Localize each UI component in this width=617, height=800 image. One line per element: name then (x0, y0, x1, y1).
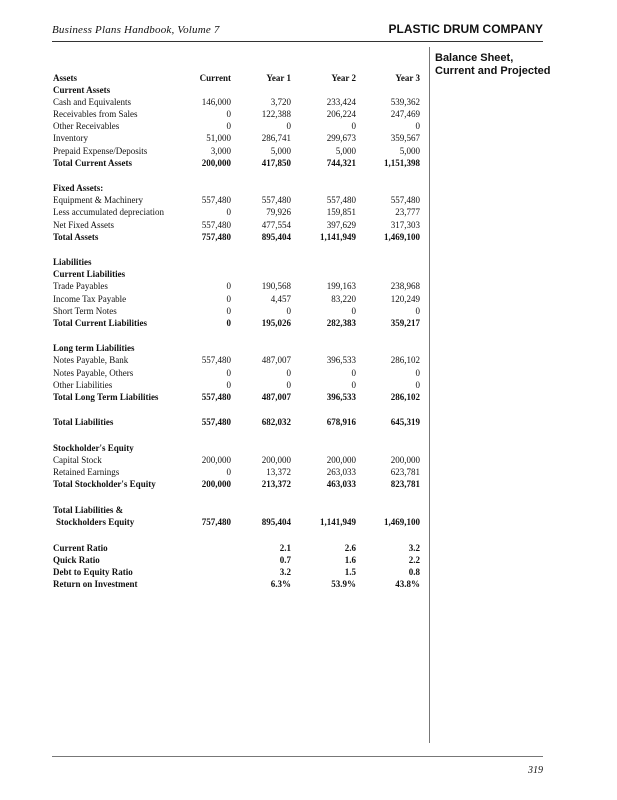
row-label: Current Assets (53, 85, 111, 95)
cell-year-3: 359,567 (390, 133, 420, 144)
cell-year-1: 190,568 (261, 281, 291, 292)
row-label: Income Tax Payable (53, 293, 127, 304)
cell-current: 200,000 (201, 157, 231, 168)
row-label: Prepaid Expense/Deposits (53, 145, 148, 156)
cell-current: 200,000 (201, 455, 231, 465)
row-label: Equipment & Machinery (53, 195, 143, 206)
cell-year-1: 4,457 (270, 293, 291, 304)
cell-current: 0 (226, 293, 231, 304)
cell-current: 0 (226, 467, 231, 478)
cell-year-3: 0 (415, 121, 420, 132)
cell-year-3: 286,102 (390, 391, 420, 402)
row-label: Notes Payable, Others (53, 367, 134, 378)
cell-year-1: 200,000 (261, 455, 291, 465)
cell-current: 757,480 (201, 231, 231, 242)
cell-year-3: 5,000 (399, 145, 420, 156)
row-label: Total Long Term Liabilities (53, 391, 159, 402)
header-rule (52, 41, 543, 42)
cell-current: 0 (226, 281, 231, 292)
cell-current: 757,480 (201, 516, 231, 527)
cell-year-1: 286,741 (261, 133, 291, 144)
row-label: Other Liabilities (53, 379, 113, 390)
row-label: Stockholder's Equity (53, 442, 134, 453)
cell-year-2: 1,141,949 (320, 516, 356, 527)
cell-year-3: 557,480 (390, 195, 420, 206)
cell-year-2: 206,224 (326, 109, 356, 120)
cell-year-3: 359,217 (390, 317, 420, 328)
cell-year-2: 678,916 (326, 417, 356, 428)
cell-year-2: 0 (351, 379, 356, 390)
cell-year-3: 0 (415, 305, 420, 316)
cell-year-3: 1,469,100 (384, 231, 420, 242)
cell-year-1: 2.1 (279, 542, 291, 553)
row-label: Total Current Assets (53, 157, 133, 168)
cell-year-3: 1,469,100 (384, 516, 420, 527)
cell-year-3: 0.8 (408, 566, 420, 577)
cell-year-2: 159,851 (326, 207, 356, 218)
cell-year-2: 5,000 (335, 145, 356, 156)
row-label: Total Current Liabilities (53, 317, 148, 328)
row-label: Liabilities (53, 257, 92, 268)
row-label: Fixed Assets: (53, 183, 104, 194)
cell-year-1: 0 (286, 367, 291, 378)
cell-year-2: 299,673 (326, 133, 356, 144)
cell-year-2: 0 (351, 367, 356, 378)
cell-year-3: 623,781 (390, 467, 420, 478)
cell-year-2: 0 (351, 305, 356, 316)
cell-current: 0 (226, 379, 231, 390)
cell-year-1: 195,026 (261, 317, 291, 328)
cell-year-3: 0 (415, 379, 420, 390)
cell-year-2: 263,033 (326, 467, 356, 478)
cell-current: 557,480 (201, 417, 231, 428)
cell-year-1: 0 (286, 121, 291, 132)
row-label: Capital Stock (53, 455, 102, 465)
cell-year-3: 2.2 (408, 554, 420, 565)
column-header-current: Current (199, 73, 231, 83)
row-label: Quick Ratio (53, 554, 100, 565)
cell-year-1: 3,720 (270, 97, 291, 108)
cell-year-2: 83,220 (331, 293, 356, 304)
header-company-name: PLASTIC DRUM COMPANY (388, 22, 543, 36)
row-label: Total Stockholder's Equity (53, 479, 156, 490)
cell-year-1: 895,404 (261, 231, 291, 242)
cell-year-1: 79,926 (266, 207, 291, 218)
sidebar-title: Balance Sheet, Current and Projected (435, 52, 551, 77)
sidebar-rule (429, 47, 430, 743)
cell-year-1: 0 (286, 305, 291, 316)
row-label: Long term Liabilities (53, 343, 135, 354)
cell-year-3: 286,102 (390, 355, 420, 366)
cell-year-2: 53.9% (331, 578, 356, 589)
cell-year-2: 199,163 (326, 281, 356, 292)
cell-year-3: 247,469 (390, 109, 420, 120)
cell-year-3: 43.8% (395, 578, 420, 589)
column-header-year-2: Year 2 (331, 73, 356, 83)
row-label: Trade Payables (53, 281, 108, 292)
row-label: Current Ratio (53, 542, 108, 553)
cell-current: 51,000 (206, 133, 231, 144)
cell-year-2: 200,000 (326, 455, 356, 465)
cell-year-1: 213,372 (261, 479, 291, 490)
cell-year-3: 823,781 (390, 479, 420, 490)
cell-year-1: 0 (286, 379, 291, 390)
row-label: Retained Earnings (53, 467, 120, 478)
cell-year-2: 463,033 (326, 479, 356, 490)
row-label: Short Term Notes (53, 305, 117, 316)
page-number: 319 (528, 765, 543, 776)
cell-current: 0 (226, 207, 231, 218)
row-label: Less accumulated depreciation (53, 207, 164, 218)
column-header-year-1: Year 1 (266, 73, 291, 83)
cell-current: 557,480 (201, 391, 231, 402)
cell-year-3: 317,303 (390, 219, 420, 230)
row-label: Total Liabilities (53, 417, 114, 428)
column-header-assets: Assets (53, 73, 77, 83)
cell-year-1: 417,850 (261, 157, 291, 168)
cell-year-2: 744,321 (326, 157, 356, 168)
cell-year-3: 238,968 (390, 281, 420, 292)
cell-current: 200,000 (201, 479, 231, 490)
row-label: Cash and Equivalents (53, 97, 131, 108)
row-label: Notes Payable, Bank (53, 355, 129, 366)
cell-year-2: 557,480 (326, 195, 356, 206)
cell-year-3: 0 (415, 367, 420, 378)
cell-current: 557,480 (201, 195, 231, 206)
cell-current: 0 (226, 305, 231, 316)
cell-year-1: 13,372 (266, 467, 291, 478)
cell-year-1: 5,000 (270, 145, 291, 156)
cell-year-1: 487,007 (261, 355, 291, 366)
cell-year-3: 120,249 (390, 293, 420, 304)
cell-year-3: 3.2 (408, 542, 420, 553)
cell-current: 146,000 (201, 97, 231, 108)
cell-year-2: 2.6 (344, 542, 356, 553)
cell-year-2: 1.6 (344, 554, 356, 565)
cell-year-2: 1,141,949 (320, 231, 356, 242)
cell-current: 0 (226, 109, 231, 120)
cell-current: 0 (226, 121, 231, 132)
cell-year-2: 0 (351, 121, 356, 132)
cell-year-1: 557,480 (261, 195, 291, 206)
row-label: Inventory (53, 133, 88, 144)
cell-year-3: 645,319 (390, 417, 420, 428)
row-label: Current Liabilities (53, 269, 126, 280)
row-label: Total Liabilities & (53, 504, 124, 515)
footer-rule (52, 756, 543, 757)
header-book-title: Business Plans Handbook, Volume 7 (52, 24, 220, 36)
cell-year-2: 397,629 (326, 219, 356, 230)
column-header-year-3: Year 3 (395, 73, 420, 83)
cell-current: 3,000 (210, 145, 231, 156)
cell-current: 557,480 (201, 355, 231, 366)
cell-year-1: 895,404 (261, 516, 291, 527)
cell-current: 557,480 (201, 219, 231, 230)
cell-year-3: 1,151,398 (384, 157, 420, 168)
cell-year-1: 122,388 (261, 109, 291, 120)
cell-year-3: 200,000 (390, 455, 420, 465)
row-label: Receivables from Sales (53, 109, 138, 120)
row-label: Total Assets (53, 231, 99, 242)
cell-year-2: 396,533 (326, 391, 356, 402)
cell-year-3: 23,777 (395, 207, 420, 218)
cell-year-1: 3.2 (279, 566, 291, 577)
cell-current: 0 (226, 367, 231, 378)
cell-year-2: 396,533 (326, 355, 356, 366)
cell-current: 0 (226, 317, 231, 328)
cell-year-1: 0.7 (279, 554, 291, 565)
cell-year-1: 6.3% (270, 578, 291, 589)
cell-year-1: 487,007 (261, 391, 291, 402)
cell-year-1: 682,032 (261, 417, 291, 428)
row-label: Debt to Equity Ratio (53, 566, 133, 577)
row-label: Net Fixed Assets (53, 219, 115, 230)
cell-year-3: 539,362 (390, 97, 420, 108)
cell-year-2: 282,383 (326, 317, 356, 328)
row-label: Return on Investment (53, 578, 138, 589)
cell-year-2: 1.5 (344, 566, 356, 577)
row-label: Other Receivables (53, 121, 120, 132)
cell-year-2: 233,424 (326, 97, 356, 108)
cell-year-1: 477,554 (261, 219, 291, 230)
row-label: Stockholders Equity (56, 516, 135, 527)
